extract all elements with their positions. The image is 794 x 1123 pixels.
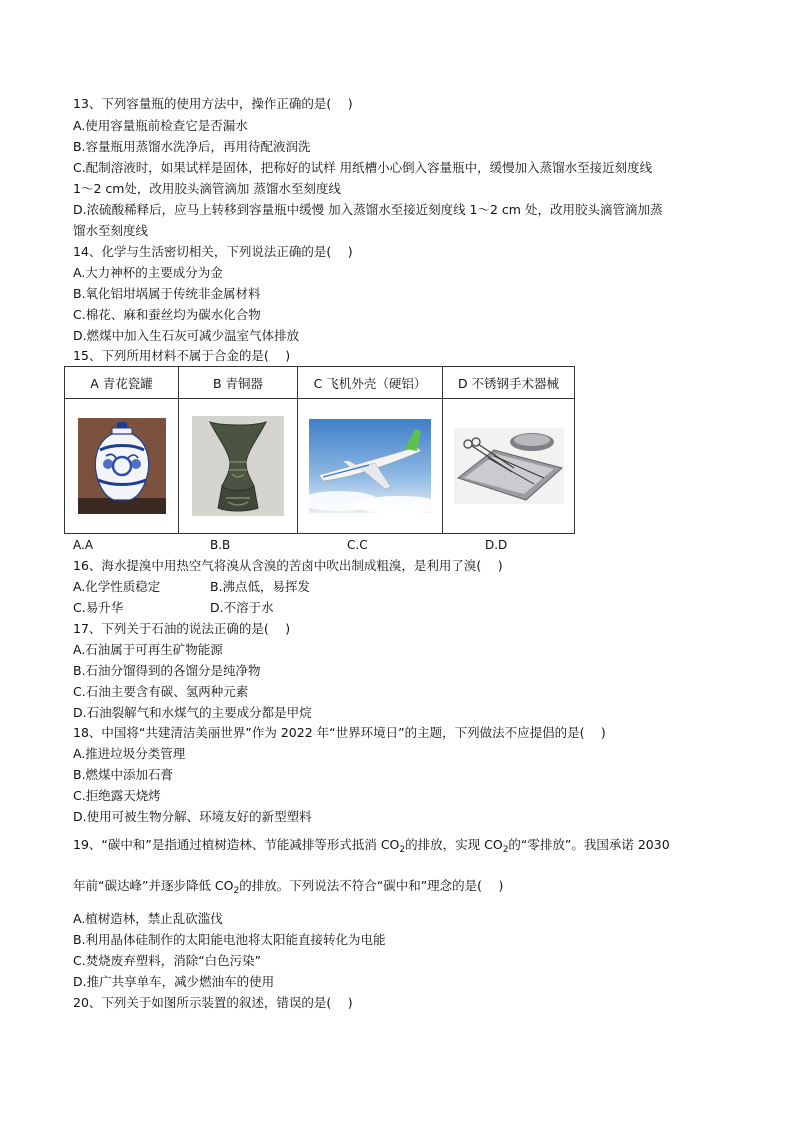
q13-option-a: A.使用容量瓶前检查它是否漏水 xyxy=(73,118,248,133)
q13-option-d: D.浓硫酸稀释后，应马上转移到容量瓶中缓慢 加入蒸馏水至接近刻度线 1～2 cm 处，改用胶头滴管滴加蒸 xyxy=(73,202,663,217)
surgical-instruments-image xyxy=(454,428,564,504)
q18-stem: 18、中国将“共建清洁美丽世界”作为 2022 年“世界环境日”的主题，下列做法不应提倡的是( ) xyxy=(73,725,606,740)
header-a: A 青花瓷罐 xyxy=(65,367,179,399)
q13-option-d-cont: 馏水至刻度线 xyxy=(73,223,149,238)
q19-stem-line2: 年前“碳达峰”并逐步降低 $CO_2$的排放。下列说法不符合“碳中和”理念的是( ) xyxy=(73,878,504,896)
q17-option-c: C.石油主要含有碳、氢两种元素 xyxy=(73,684,249,699)
q17-option-a: A.石油属于可再生矿物能源 xyxy=(73,642,223,657)
q14-stem: 14、化学与生活密切相关，下列说法正确的是( ) xyxy=(73,244,353,259)
q15-option-c: C.C xyxy=(347,538,368,552)
q17-stem: 17、下列关于石油的说法正确的是( ) xyxy=(73,621,291,636)
q14-option-a: A.大力神杯的主要成分为金 xyxy=(73,265,223,280)
q13-stem: 13、下列容量瓶的使用方法中，操作正确的是( ) xyxy=(73,96,353,111)
header-b: B 青铜器 xyxy=(179,367,298,399)
q14-option-c: C.棉花、麻和蚕丝均为碳水化合物 xyxy=(73,307,261,322)
q15-stem: 15、下列所用材料不属于合金的是( ) xyxy=(73,348,291,363)
q16-option-b: B.沸点低，易挥发 xyxy=(210,579,311,594)
q15-option-d: D.D xyxy=(485,538,508,552)
q16-stem: 16、海水提溴中用热空气将溴从含溴的苦卤中吹出制成粗溴，是利用了溴( ) xyxy=(73,558,503,573)
porcelain-jar-image xyxy=(78,418,166,514)
q17-option-b: B.石油分馏得到的各馏分是纯净物 xyxy=(73,663,261,678)
q20-stem: 20、下列关于如图所示装置的叙述，错误的是( ) xyxy=(73,995,353,1010)
cell-bronze-vessel xyxy=(179,399,298,534)
airplane-image xyxy=(309,419,431,513)
q13-option-c-cont: 1～2 cm处，改用胶头滴管滴加 蒸馏水至刻度线 xyxy=(73,181,341,196)
q18-option-d: D.使用可被生物分解、环境友好的新型塑料 xyxy=(73,809,312,824)
header-d: D 不锈钢手术器械 xyxy=(443,367,575,399)
q19-option-c: C.焚烧废弃塑料，消除“白色污染” xyxy=(73,953,262,968)
materials-table xyxy=(64,366,575,534)
q18-option-b: B.燃煤中添加石膏 xyxy=(73,767,174,782)
q16-option-c: C.易升华 xyxy=(73,600,124,615)
cell-airplane xyxy=(298,399,443,534)
q19-stem-line1: 19、“碳中和”是指通过植树造林、节能减排等形式抵消 $CO_2$的排放，实现 $CO_2$的“零排放”。我国承诺 2030 xyxy=(73,837,670,855)
q19-option-a: A.植树造林，禁止乱砍滥伐 xyxy=(73,911,223,926)
q14-option-b: B.氧化铝坩埚属于传统非金属材料 xyxy=(73,286,261,301)
q19-option-b: B.利用晶体硅制作的太阳能电池将太阳能直接转化为电能 xyxy=(73,932,386,947)
q13-option-b: B.容量瓶用蒸馏水洗净后，再用待配液润洗 xyxy=(73,139,311,154)
q14-option-d: D.燃煤中加入生石灰可减少温室气体排放 xyxy=(73,328,300,343)
q13-option-c: C.配制溶液时，如果试样是固体，把称好的试样 用纸槽小心倒入容量瓶中，缓慢加入蒸馏水至接近刻度线 xyxy=(73,160,653,175)
cell-porcelain-jar xyxy=(65,399,179,534)
q18-option-c: C.拒绝露天烧烤 xyxy=(73,788,161,803)
q15-option-b: B.B xyxy=(210,538,231,552)
header-c: C 飞机外壳（硬铝） xyxy=(298,367,443,399)
cell-surgical-instruments xyxy=(443,399,575,534)
q16-option-a: A.化学性质稳定 xyxy=(73,579,161,594)
q17-option-d: D.石油裂解气和水煤气的主要成分都是甲烷 xyxy=(73,705,312,720)
q19-option-d: D.推广共享单车，减少燃油车的使用 xyxy=(73,974,275,989)
q16-option-d: D.不溶于水 xyxy=(210,600,274,615)
bronze-vessel-image xyxy=(192,416,284,516)
q18-option-a: A.推进垃圾分类管理 xyxy=(73,746,186,761)
q15-option-a: A.A xyxy=(73,538,94,552)
